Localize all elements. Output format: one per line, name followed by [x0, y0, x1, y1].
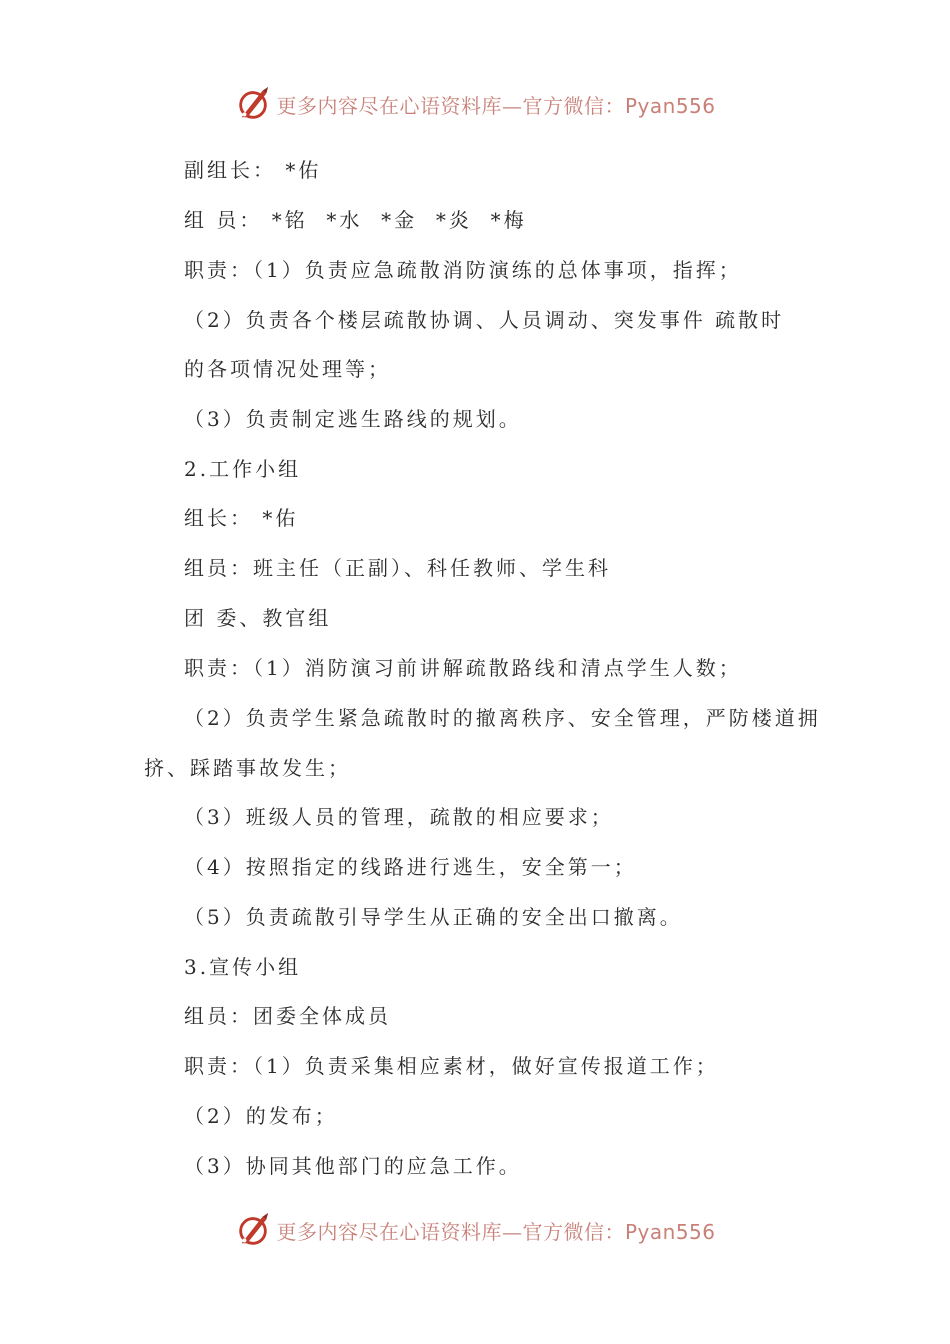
text-line: 副组长： *佑 [184, 158, 322, 182]
text-line: 职责：（1）消防演习前讲解疏散路线和清点学生人数； [184, 656, 742, 680]
text-line: 职责：（1）负责应急疏散消防演练的总体事项，指挥； [184, 258, 742, 282]
text-line: 组长： *佑 [184, 506, 299, 530]
footer-banner-text: 更多内容尽在心语资料库—官方微信：Pyan556 [276, 1219, 716, 1244]
text-line: 的各项情况处理等； [184, 357, 391, 381]
text-line: （2）的发布； [184, 1104, 338, 1128]
footer-wechat-id: Pyan556 [624, 1219, 716, 1244]
text-line: 3.宣传小组 [184, 955, 302, 979]
text-line: 职责：（1）负责采集相应素材，做好宣传报道工作； [184, 1054, 719, 1078]
text-line: （4）按照指定的线路进行逃生，安全第一； [184, 855, 637, 879]
text-line: 组 员： *铭 *水 *金 *炎 *梅 [184, 208, 527, 232]
header-banner-text: 更多内容尽在心语资料库—官方微信：Pyan556 [276, 93, 716, 118]
text-line: （2）负责学生紧急疏散时的撤离秩序、安全管理，严防楼道拥 [184, 706, 821, 730]
text-line: 组员：团委全体成员 [184, 1004, 391, 1028]
text-line: 2.工作小组 [184, 457, 302, 481]
text-line: 组员：班主任（正副）、科任教师、学生科 [184, 556, 611, 580]
text-line: （2）负责各个楼层疏散协调、人员调动、突发事件 疏散时 [184, 308, 785, 332]
text-line: （3）负责制定逃生路线的规划。 [184, 407, 522, 431]
text-line: （5）负责疏散引导学生从正确的安全出口撤离。 [184, 905, 683, 929]
quill-pen-logo-icon [234, 1211, 272, 1249]
text-line: 团 委、教官组 [184, 606, 332, 630]
text-line: （3）协同其他部门的应急工作。 [184, 1154, 522, 1178]
footer-banner [0, 1208, 950, 1252]
text-line: 挤、踩踏事故发生； [144, 756, 351, 780]
text-line: （3）班级人员的管理，疏散的相应要求； [184, 805, 614, 829]
header-wechat-id: Pyan556 [624, 93, 716, 118]
